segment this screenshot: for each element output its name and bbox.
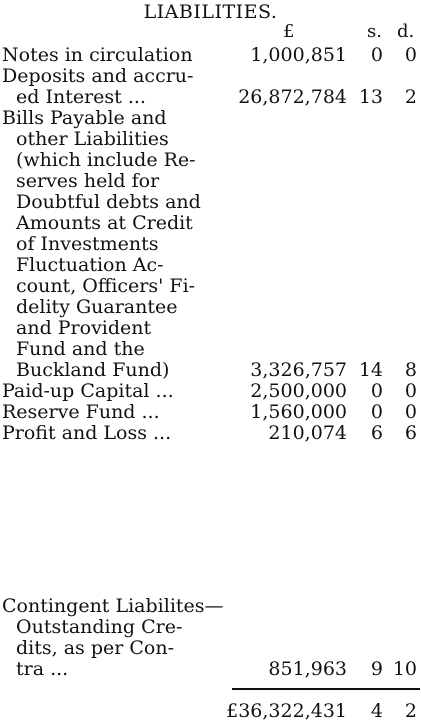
- ledger-label: of Investments: [16, 233, 159, 255]
- pence-amount: 6: [404, 422, 417, 444]
- shillings-amount: 0: [370, 44, 383, 66]
- pence-amount: 8: [404, 359, 417, 381]
- shillings-amount: 14: [358, 359, 383, 381]
- pence-column-header: d.: [397, 21, 415, 42]
- total-rule: [232, 688, 420, 690]
- total-pounds: £36,322,431: [226, 700, 347, 722]
- total-shillings: 4: [370, 700, 383, 722]
- ledger-label: Amounts at Credit: [16, 212, 193, 234]
- ledger-label: Contingent Liabilites—: [2, 595, 224, 617]
- ledger-label: Reserve Fund ...: [2, 401, 160, 423]
- shillings-amount: 13: [358, 86, 383, 108]
- ledger-label: other Liabilities: [16, 128, 169, 150]
- shillings-column-header: s.: [367, 21, 382, 42]
- ledger-label: Notes in circulation: [2, 44, 193, 66]
- ledger-label: Bills Payable and: [2, 107, 167, 129]
- ledger-label: Paid-up Capital ...: [2, 380, 174, 402]
- ledger-label: (which include Re-: [16, 149, 196, 171]
- pounds-amount: 210,074: [268, 422, 347, 444]
- pence-amount: 10: [392, 658, 417, 680]
- ledger-label: tra ...: [16, 658, 69, 680]
- shillings-amount: 6: [370, 422, 383, 444]
- pounds-amount: 2,500,000: [250, 380, 347, 402]
- ledger-label: Fund and the: [16, 338, 145, 360]
- ledger-label: count, Officers' Fi-: [16, 275, 196, 297]
- ledger-label: Fluctuation Ac-: [16, 254, 164, 276]
- ledger-label: ed Interest ...: [16, 86, 146, 108]
- ledger-label: serves held for: [16, 170, 160, 192]
- pounds-column-header: £: [283, 21, 295, 42]
- pounds-amount: 26,872,784: [238, 86, 347, 108]
- ledger-label: Deposits and accru-: [2, 65, 194, 87]
- ledger-label: delity Guarantee: [16, 296, 178, 318]
- pence-amount: 0: [404, 380, 417, 402]
- shillings-amount: 0: [370, 401, 383, 423]
- section-title: LIABILITIES.: [143, 1, 278, 23]
- pence-amount: 0: [404, 44, 417, 66]
- ledger-label: Outstanding Cre-: [16, 616, 183, 638]
- shillings-amount: 9: [370, 658, 383, 680]
- shillings-amount: 0: [370, 380, 383, 402]
- ledger-label: dits, as per Con-: [16, 637, 174, 659]
- ledger-label: Profit and Loss ...: [2, 422, 172, 444]
- pounds-amount: 3,326,757: [250, 359, 347, 381]
- pence-amount: 2: [404, 86, 417, 108]
- total-pence: 2: [404, 700, 417, 722]
- ledger-label: and Provident: [16, 317, 152, 339]
- pounds-amount: 1,000,851: [250, 44, 347, 66]
- ledger-label: Buckland Fund): [16, 359, 170, 381]
- pounds-amount: 851,963: [268, 658, 347, 680]
- ledger-label: Doubtful debts and: [16, 191, 201, 213]
- pounds-amount: 1,560,000: [250, 401, 347, 423]
- pence-amount: 0: [404, 401, 417, 423]
